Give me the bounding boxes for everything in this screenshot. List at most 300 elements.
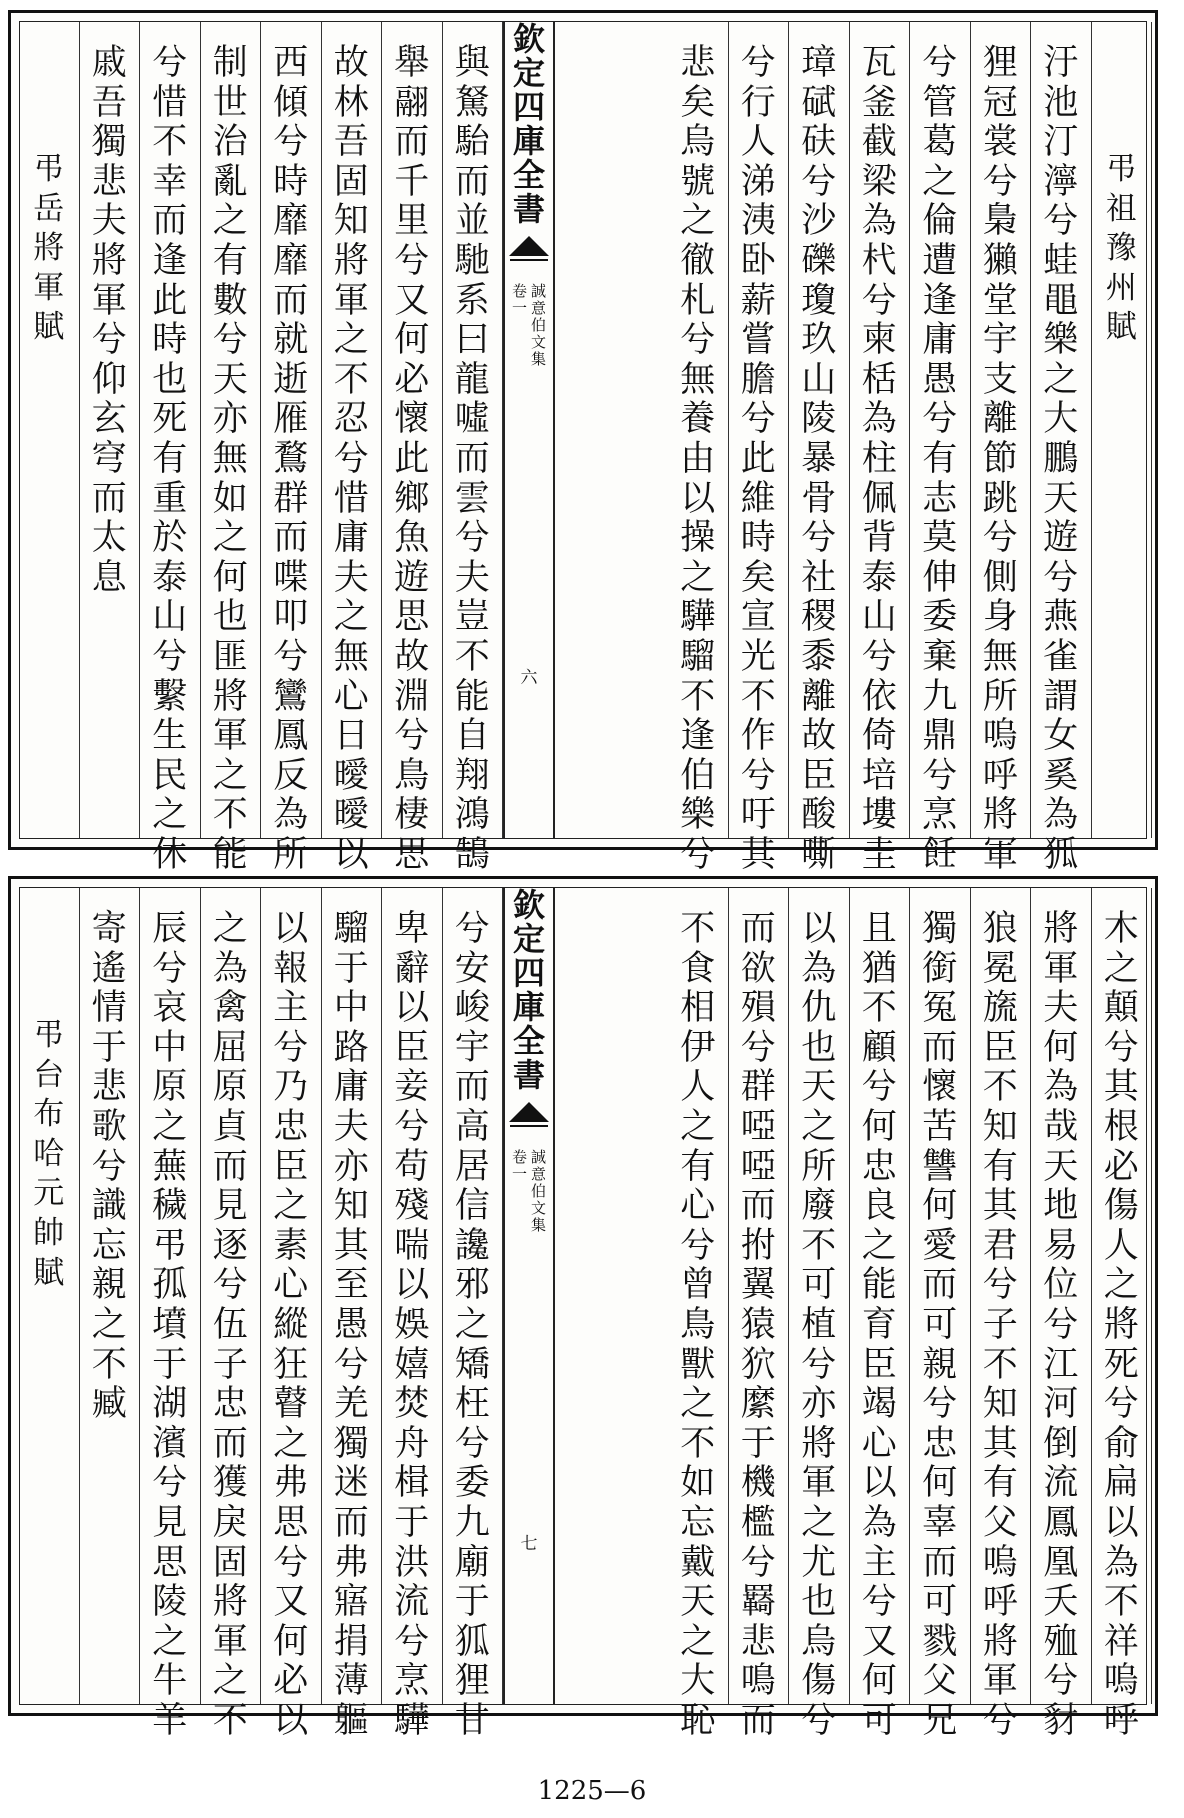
character: 冤 (922, 988, 958, 1029)
character: 樂 (680, 795, 716, 836)
character: 子 (212, 1344, 248, 1385)
character: 以 (394, 1265, 430, 1306)
character: 其 (333, 1225, 369, 1266)
character: 離 (982, 399, 1018, 440)
character: 軍 (33, 269, 65, 306)
character: 兮 (922, 43, 958, 83)
character: 而 (454, 1067, 490, 1108)
character: 梁 (861, 161, 897, 202)
character: 兮 (801, 518, 837, 559)
character: 烏 (801, 1621, 837, 1662)
character: 曾 (680, 1265, 716, 1306)
character: 州 (1105, 269, 1137, 306)
character: 中 (333, 988, 369, 1029)
character: 逢 (152, 240, 188, 281)
character: 獲 (212, 1463, 248, 1504)
character: 洪 (394, 1542, 430, 1583)
character: 徹 (680, 240, 716, 281)
character: 狂 (273, 1344, 309, 1385)
character: 宇 (982, 320, 1018, 361)
character: 呼 (1103, 1700, 1139, 1741)
center-band (503, 888, 555, 1704)
text-column (971, 888, 1032, 1741)
character: 獺 (982, 240, 1018, 281)
character: 驊 (394, 1700, 430, 1741)
character: 而 (91, 478, 127, 519)
character: 將 (982, 1621, 1018, 1662)
character: 知 (333, 201, 369, 242)
character: 兮 (1043, 201, 1079, 242)
character: 委 (922, 597, 958, 638)
book-title-char: 庫 (512, 122, 545, 160)
character: 嘶 (801, 834, 837, 875)
character: 何 (212, 557, 248, 598)
character: 兮 (1043, 1304, 1079, 1345)
character: 傾 (273, 82, 309, 123)
character: 汙 (1043, 43, 1079, 83)
character: 兮 (152, 43, 188, 83)
character: 而 (273, 518, 309, 559)
character: 無 (982, 636, 1018, 677)
character: 夫 (1043, 988, 1079, 1029)
character: 洟 (740, 201, 776, 242)
character: 不 (982, 1067, 1018, 1108)
character: 忘 (680, 1502, 716, 1543)
character: 臣 (273, 1146, 309, 1187)
text-column (1092, 22, 1153, 838)
character: 豺 (1043, 1700, 1079, 1741)
character: 固 (212, 1542, 248, 1583)
character: 而 (333, 1502, 369, 1543)
character: 光 (740, 636, 776, 677)
character: 陵 (152, 1582, 188, 1623)
volume-label (512, 283, 546, 368)
character: 委 (454, 1463, 490, 1504)
character: 林 (333, 82, 369, 123)
character: 思 (394, 597, 430, 638)
character: 雲 (454, 478, 490, 519)
character: 不 (454, 636, 490, 677)
character: 養 (680, 399, 716, 440)
character: 之 (212, 201, 248, 242)
character: 妾 (394, 1067, 430, 1108)
character: 寄 (91, 909, 127, 949)
character: 瓊 (801, 280, 837, 321)
character: 夫 (454, 557, 490, 598)
character: 賦 (33, 1254, 65, 1291)
character: 之 (273, 1186, 309, 1227)
character: 拊 (740, 1225, 776, 1266)
character: 喋 (273, 557, 309, 598)
character: 魚 (394, 518, 430, 559)
character: 兮 (1103, 1384, 1139, 1425)
character: 冠 (982, 82, 1018, 123)
character: 安 (454, 948, 490, 989)
character: 之 (680, 1384, 716, 1425)
character: 夭 (1043, 1582, 1079, 1623)
character: 為 (861, 1502, 897, 1543)
character: 天 (680, 1582, 716, 1623)
character: 不 (680, 909, 716, 949)
character: 易 (1043, 1225, 1079, 1266)
character: 離 (801, 676, 837, 717)
character: 天 (212, 359, 248, 400)
character: 於 (152, 518, 188, 559)
character: 心 (680, 1186, 716, 1227)
character: 驊 (680, 597, 716, 638)
character: 扁 (1103, 1463, 1139, 1504)
text-column (382, 22, 443, 875)
character: 裳 (982, 122, 1018, 163)
character: 于 (454, 1582, 490, 1623)
character: 夫 (91, 201, 127, 242)
character: 而 (152, 201, 188, 242)
character: 仇 (801, 988, 837, 1029)
text-column (201, 22, 262, 875)
character: 之 (801, 1106, 837, 1147)
character: 濘 (1043, 161, 1079, 202)
character: 人 (1103, 1225, 1139, 1266)
character: 懷 (394, 399, 430, 440)
character: 嬉 (394, 1344, 430, 1385)
character: 兮 (922, 755, 958, 796)
character: 廟 (454, 1542, 490, 1583)
character: 日 (333, 716, 369, 757)
text-column (443, 888, 504, 1741)
character: 而 (922, 1265, 958, 1306)
character: 璋 (801, 43, 837, 83)
character: 墳 (152, 1304, 188, 1345)
character: 培 (861, 755, 897, 796)
character: 祥 (1103, 1621, 1139, 1662)
character: 賦 (1105, 309, 1137, 346)
character: 之 (1043, 359, 1079, 400)
character: 柱 (861, 438, 897, 479)
character: 忠 (861, 1146, 897, 1187)
volume-char: 文 (531, 333, 547, 351)
character: 逢 (680, 716, 716, 757)
character: 鳥 (680, 1304, 716, 1345)
character: 管 (922, 82, 958, 123)
character: 食 (680, 948, 716, 989)
character: 伊 (680, 1027, 716, 1068)
character: 見 (152, 1502, 188, 1543)
character: 見 (212, 1186, 248, 1227)
character: 何 (861, 1106, 897, 1147)
character: 臣 (861, 1344, 897, 1385)
character: 兮 (922, 1384, 958, 1425)
character: 可 (922, 1304, 958, 1345)
character: 烹 (922, 795, 958, 836)
text-column (201, 888, 262, 1741)
character: 如 (212, 478, 248, 519)
character: 軍 (333, 280, 369, 321)
character: 時 (273, 161, 309, 202)
character: 乃 (273, 1067, 309, 1108)
character: 酸 (801, 795, 837, 836)
character: 至 (333, 1265, 369, 1306)
character: 民 (152, 755, 188, 796)
character: 惜 (152, 82, 188, 123)
character: 遙 (91, 948, 127, 989)
character: 苟 (394, 1146, 430, 1187)
character: 穹 (91, 438, 127, 479)
character: 所 (801, 1146, 837, 1187)
character: 薄 (333, 1661, 369, 1702)
character: 梟 (982, 201, 1018, 242)
character: 捐 (333, 1621, 369, 1662)
character: 忠 (212, 1384, 248, 1425)
character: 圭 (861, 834, 897, 875)
character: 天 (1043, 478, 1079, 519)
character: 嗚 (982, 1542, 1018, 1583)
volume-char: 集 (531, 1216, 547, 1234)
text-column (80, 22, 141, 838)
character: 大 (680, 1661, 716, 1702)
character: 悲 (91, 161, 127, 202)
character: 情 (91, 988, 127, 1029)
character: 弗 (333, 1542, 369, 1583)
character: 群 (273, 478, 309, 519)
character: 何 (394, 320, 430, 361)
character: 矣 (740, 557, 776, 598)
character: 逐 (212, 1225, 248, 1266)
text-column (729, 888, 790, 1741)
character: 子 (982, 1304, 1018, 1345)
character: 夫 (333, 1106, 369, 1147)
character: 臣 (982, 1027, 1018, 1068)
character: 天 (801, 1067, 837, 1108)
character: 烹 (394, 1661, 430, 1702)
character: 兮 (1043, 1661, 1079, 1702)
character: 嗚 (1103, 1661, 1139, 1702)
character: 為 (273, 795, 309, 836)
volume-char: 卷 (511, 282, 527, 300)
character: 兮 (680, 1225, 716, 1266)
character: 顧 (861, 1027, 897, 1068)
character: 數 (212, 280, 248, 321)
character: 葛 (922, 122, 958, 163)
character: 兮 (454, 909, 490, 949)
folio-number: 六 (520, 668, 538, 688)
character: 號 (680, 161, 716, 202)
character: 暴 (801, 438, 837, 479)
character: 逝 (273, 359, 309, 400)
character: 九 (922, 676, 958, 717)
character: 樂 (1043, 320, 1079, 361)
character: 楫 (394, 1463, 430, 1504)
character: 翔 (454, 755, 490, 796)
text-column (80, 888, 141, 1704)
character: 思 (394, 834, 430, 875)
character: 作 (740, 716, 776, 757)
character: 殈 (1043, 1621, 1079, 1662)
character: 舉 (394, 43, 430, 83)
character: 騮 (680, 636, 716, 677)
character: 軍 (801, 1463, 837, 1504)
character: 獨 (91, 122, 127, 163)
character: 遊 (1043, 518, 1079, 559)
character: 信 (454, 1186, 490, 1227)
character: 死 (1103, 1344, 1139, 1385)
character: 機 (740, 1463, 776, 1504)
book-title-char: 書 (512, 1056, 545, 1094)
character: 將 (982, 795, 1018, 836)
character: 之 (1103, 948, 1139, 989)
book-title-char: 四 (512, 954, 545, 992)
character: 亦 (801, 1384, 837, 1425)
character: 兮 (273, 122, 309, 163)
character: 其 (740, 834, 776, 875)
character: 亦 (212, 399, 248, 440)
character: 將 (1043, 909, 1079, 949)
character: 宇 (454, 1027, 490, 1068)
character: 息 (91, 557, 127, 598)
character: 而 (922, 1027, 958, 1068)
character: 重 (152, 478, 188, 519)
character: 鳳 (1043, 1502, 1079, 1543)
character: 行 (740, 82, 776, 123)
character: 良 (861, 1186, 897, 1227)
character: 兮 (982, 518, 1018, 559)
character: 位 (1043, 1265, 1079, 1306)
volume-label (512, 1149, 546, 1234)
character: 君 (982, 1225, 1018, 1266)
character: 嘗 (740, 320, 776, 361)
character: 栝 (861, 359, 897, 400)
character: 其 (1103, 1067, 1139, 1108)
character: 臣 (394, 1027, 430, 1068)
character: 啞 (740, 1106, 776, 1147)
character: 能 (212, 834, 248, 875)
character: 制 (212, 43, 248, 83)
character: 植 (801, 1304, 837, 1345)
character: 繫 (152, 676, 188, 717)
character: 陵 (801, 399, 837, 440)
character: 且 (861, 909, 897, 949)
character: 之 (333, 320, 369, 361)
character: 逢 (922, 280, 958, 321)
character: 地 (1043, 1186, 1079, 1227)
character: 以 (333, 834, 369, 875)
character: 悲 (740, 1621, 776, 1662)
character: 曰 (454, 320, 490, 361)
character: 呼 (982, 755, 1018, 796)
character: 身 (982, 597, 1018, 638)
character: 由 (680, 438, 716, 479)
text-column (140, 888, 201, 1741)
character: 之 (333, 597, 369, 638)
text-column (668, 22, 729, 875)
character: 而 (454, 161, 490, 202)
character: 之 (212, 518, 248, 559)
volume-char: 意 (531, 299, 547, 317)
character: 死 (152, 399, 188, 440)
character: 太 (91, 518, 127, 559)
text-column (322, 888, 383, 1741)
character: 哉 (1043, 1106, 1079, 1147)
character: 大 (1043, 399, 1079, 440)
character: 所 (273, 834, 309, 875)
character: 庸 (333, 1067, 369, 1108)
character: 何 (1043, 1027, 1079, 1068)
character: 父 (922, 1661, 958, 1702)
character: 戴 (680, 1542, 716, 1583)
character: 將 (333, 240, 369, 281)
character: 狐 (454, 1621, 490, 1662)
character: 無 (680, 359, 716, 400)
character: 鳴 (740, 1661, 776, 1702)
character: 駘 (454, 122, 490, 163)
book-title (513, 888, 545, 1092)
character: 兮 (982, 161, 1018, 202)
character: 兮 (394, 716, 430, 757)
character: 可 (922, 1582, 958, 1623)
character: 流 (1043, 1463, 1079, 1504)
character: 羇 (740, 1582, 776, 1623)
character: 為 (801, 948, 837, 989)
character: 兮 (212, 1265, 248, 1306)
character: 恥 (680, 1700, 716, 1741)
character: 礫 (801, 240, 837, 281)
character: 能 (454, 676, 490, 717)
character: 思 (273, 1502, 309, 1543)
character: 弔 (152, 1225, 188, 1266)
character: 軍 (982, 1661, 1018, 1702)
character: 瞽 (273, 1384, 309, 1425)
character: 社 (801, 557, 837, 598)
character: 不 (212, 1700, 248, 1741)
character: 之 (680, 1106, 716, 1147)
book-title (513, 22, 545, 226)
character: 為 (861, 201, 897, 242)
character: 兮 (273, 1542, 309, 1583)
character: 靡 (273, 201, 309, 242)
character: 弔 (33, 151, 65, 187)
character: 木 (1103, 909, 1139, 949)
character: 忠 (922, 1423, 958, 1464)
character: 有 (982, 1463, 1018, 1504)
character: 寤 (333, 1582, 369, 1623)
character: 忘 (91, 1225, 127, 1266)
character: 高 (454, 1106, 490, 1147)
character: 湖 (152, 1384, 188, 1425)
character: 兮 (861, 1067, 897, 1108)
volume-char: 一 (511, 1165, 527, 1183)
book-title-char: 欽 (512, 20, 545, 58)
character: 廢 (801, 1186, 837, 1227)
character: 于 (740, 1423, 776, 1464)
character: 戚 (91, 43, 127, 83)
character: 無 (212, 438, 248, 479)
character: 忠 (273, 1106, 309, 1147)
character: 縱 (273, 1304, 309, 1345)
character: 吾 (91, 82, 127, 123)
character: 有 (152, 438, 188, 479)
character: 山 (152, 597, 188, 638)
character: 靡 (273, 240, 309, 281)
character: 必 (1103, 1146, 1139, 1187)
character: 雁 (273, 399, 309, 440)
character: 為 (1043, 795, 1079, 836)
character: 啞 (740, 1146, 776, 1187)
character: 而 (740, 909, 776, 949)
character: 蕪 (152, 1146, 188, 1187)
character: 伍 (212, 1304, 248, 1345)
character: 龍 (454, 359, 490, 400)
character: 之 (152, 795, 188, 836)
character: 將 (212, 1582, 248, 1623)
